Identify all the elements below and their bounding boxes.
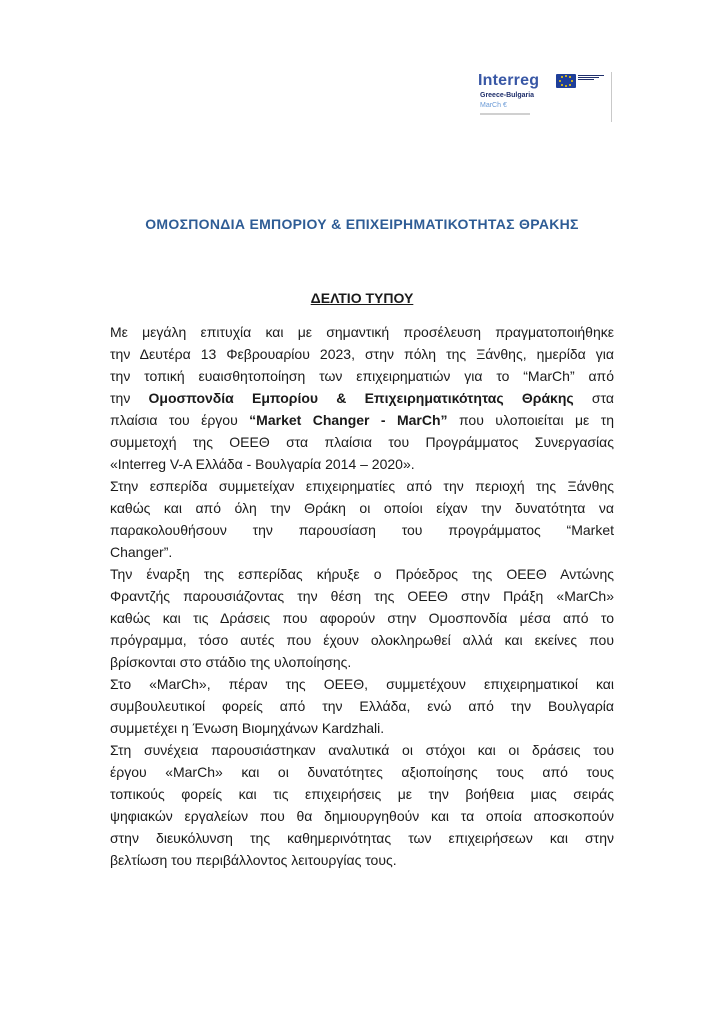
- paragraph-5: [110, 739, 614, 871]
- project-name: “Market Changer - MarCh”: [249, 412, 448, 428]
- text-line: τοπικούς φορείς και τις επιχειρήσεις με την βοήθεια μιας σειράς: [110, 786, 614, 802]
- text-line: βελτίωση του περιβάλλοντος λειτουργίας τους.: [110, 852, 397, 868]
- text-line: συμβουλευτικοί φορείς από την Ελλάδα, ενώ από την Βουλγαρία: [110, 698, 614, 714]
- logo-eu-fund-text: [578, 75, 604, 80]
- text-line: στην διευκόλυνση της καθημερινότητας των επιχειρήσεων και στην: [110, 830, 614, 846]
- text-line: Φραντζής παρουσιάζοντας την θέση της ΟΕΕΘ στην Πράξη «MarCh»: [110, 588, 614, 604]
- paragraph-3: [110, 563, 614, 673]
- text-line: πλαίσια του έργου “Market Changer - MarCh” που υλοποιείται με τη: [110, 412, 615, 428]
- press-release-body: [110, 321, 614, 871]
- text-line: Στη συνέχεια παρουσιάστηκαν αναλυτικά οι στόχοι και οι δράσεις του: [110, 742, 614, 758]
- text-line: καθώς και από όλη την Θράκη οι οποίοι είχαν την δυνατότητα να: [110, 500, 614, 516]
- paragraph-1: [110, 321, 614, 475]
- paragraph-4: [110, 673, 614, 739]
- text-line: έργου «MarCh» και οι δυνατότητες αξιοποίησης τους από τους: [110, 764, 614, 780]
- logo-divider: [611, 72, 612, 122]
- logo-project-text: MarCh €: [480, 102, 507, 109]
- text-line: συμμετοχή της ΟΕΕΘ στα πλαίσια του Προγράμματος Συνεργασίας: [110, 434, 614, 450]
- text-line: την τοπική ευαισθητοποίηση των επιχειρηματιών για το “MarCh” από: [110, 368, 614, 384]
- text-line: Την έναρξη της εσπερίδας κήρυξε ο Πρόεδρος της ΟΕΕΘ Αντώνης: [110, 566, 614, 582]
- paragraph-2: [110, 475, 614, 563]
- text-line: Με μεγάλη επιτυχία και με σημαντική προσέλευση πραγματοποιήθηκε: [110, 324, 614, 340]
- text-line: παρακολουθήσουν την παρουσίαση του προγράμματος “Market: [110, 522, 614, 538]
- text-line: Στο «MarCh», πέραν της ΟΕΕΘ, συμμετέχουν επιχειρηματικοί και: [110, 676, 614, 692]
- interreg-logo: [478, 72, 610, 122]
- text-line: βρίσκονται στο στάδιο της υλοποίησης.: [110, 654, 352, 670]
- text-line: ψηφιακών εργαλείων που θα δημιουργηθούν και τα οποία αποσκοπούν: [110, 808, 614, 824]
- logo-interreg-text: Interreg: [478, 72, 540, 89]
- text-line: καθώς και τις Δράσεις που αφορούν στην Ομοσπονδία μέσα από το: [110, 610, 614, 626]
- text-line: την Ομοσπονδία Εμπορίου & Επιχειρηματικότητας Θράκης στα: [110, 390, 614, 406]
- text-line: «Interreg V-A Ελλάδα - Βουλγαρία 2014 – 2020».: [110, 456, 415, 472]
- document-title: ΔΕΛΤΙΟ ΤΥΠΟΥ: [310, 290, 414, 306]
- text-line: την Δευτέρα 13 Φεβρουαρίου 2023, στην πόλη της Ξάνθης, ημερίδα για: [110, 346, 614, 362]
- text-line: Στην εσπερίδα συμμετείχαν επιχειρηματίες από την περιοχή της Ξάνθης: [110, 478, 614, 494]
- text-line: συμμετέχει η Ένωση Βιομηχάνων Kardzhali.: [110, 720, 385, 736]
- federation-name: Ομοσπονδία Εμπορίου & Επιχειρηματικότητας Θράκης: [148, 390, 574, 406]
- eu-flag-icon: [556, 74, 576, 88]
- text-line: πρόγραμμα, τόσο αυτές που έχουν ολοκληρωθεί αλλά και εκείνες που: [110, 632, 614, 648]
- logo-program-text: Greece-Bulgaria: [480, 92, 535, 99]
- organization-title: ΟΜΟΣΠΟΝΔΙΑ ΕΜΠΟΡΙΟΥ & ΕΠΙΧΕΙΡΗΜΑΤΙΚΟΤΗΤΑΣ ΘΡΑΚΗΣ: [145, 216, 579, 232]
- text-line: Changer”.: [110, 544, 173, 560]
- logo-small-print: [480, 113, 530, 115]
